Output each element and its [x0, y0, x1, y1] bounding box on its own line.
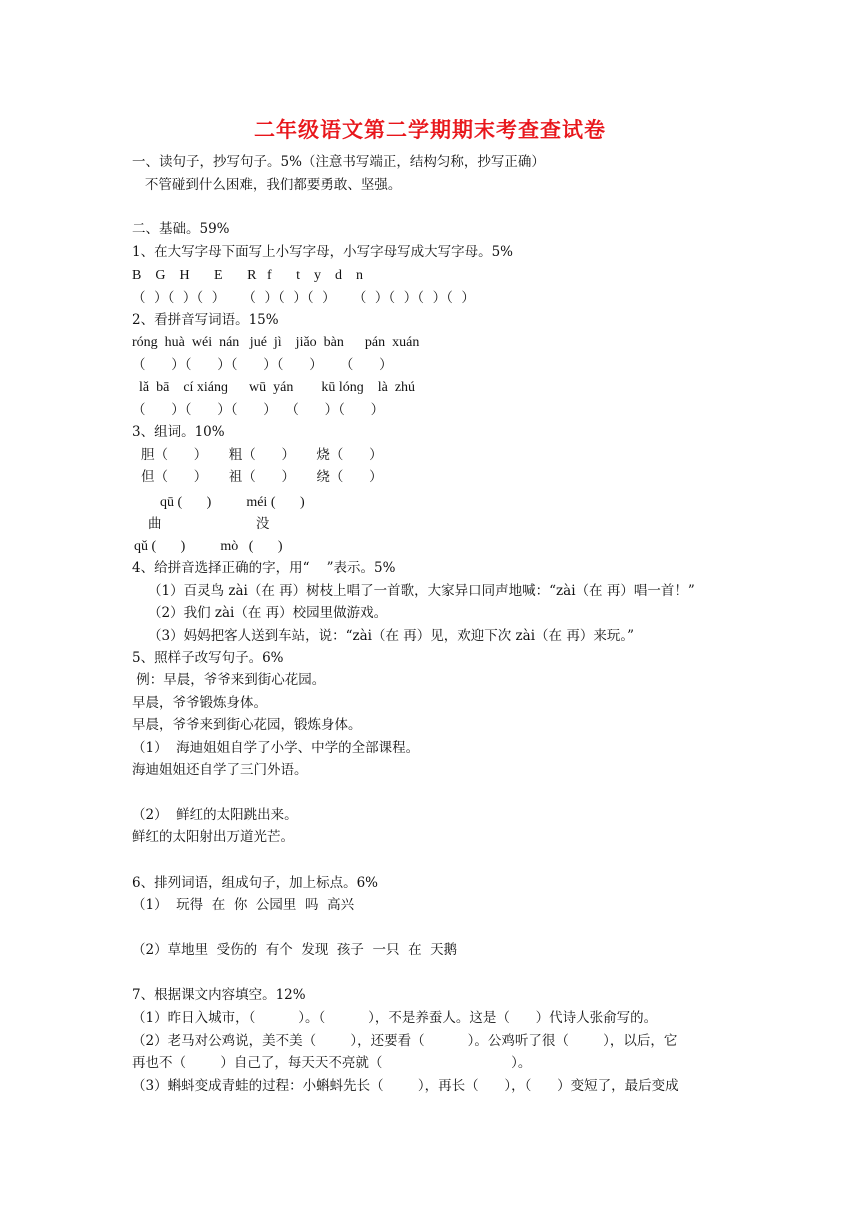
question-5-item-1-a: （1） 海迪姐姐自学了小学、中学的全部课程。 — [132, 740, 420, 756]
question-6-item-2: （2）草地里 受伤的 有个 发现 孩子 一只 在 天鹅 — [132, 942, 458, 958]
question-7-item-2: （2）老马对公鸡说，美不美（ ），还要看（ ）。公鸡听了很（ ），以后，它 — [132, 1033, 678, 1049]
question-5-item-2-a: （2） 鲜红的太阳跳出来。 — [132, 807, 298, 823]
example-line-1: 例：早晨，爷爷来到街心花园。 — [132, 672, 326, 688]
letters-row: B G H E R f t y d n — [132, 268, 363, 283]
example-line-2: 早晨，爷爷锻炼身体。 — [132, 695, 267, 711]
section-1-heading: 一、读句子，抄写句子。5%（注意书写端正，结构匀称，抄写正确） — [132, 154, 545, 170]
question-5-item-1-b: 海迪姐姐还自学了三门外语。 — [132, 762, 308, 778]
question-5-item-2-b: 鲜红的太阳射出万道光芒。 — [132, 829, 294, 845]
question-7-prompt: 7、根据课文内容填空。12% — [132, 987, 306, 1003]
question-6-prompt: 6、排列词语，组成句子，加上标点。6% — [132, 875, 379, 891]
question-4-item-2: （2）我们 zài（在 再）校园里做游戏。 — [148, 605, 388, 621]
polyphone-row-bottom: qǔ ( ) mò ( ) — [134, 539, 283, 554]
polyphone-row-top: qū ( ) méi ( ) — [160, 495, 305, 510]
word-group-row-2: 但（ ） 祖（ ） 绕（ ） — [141, 469, 383, 485]
exam-title: 二年级语文第二学期期末考查查试卷 — [254, 117, 606, 142]
question-7-item-3: （3）蝌蚪变成青蛙的过程：小蝌蚪先长（ ），再长（ ），（ ）变短了，最后变成 — [132, 1078, 679, 1094]
pinyin-row-2: lǎ bā cí xiánɡ wū yán kū lónɡ là zhú — [132, 380, 416, 395]
example-line-3: 早晨，爷爷来到街心花园，锻炼身体。 — [132, 717, 362, 733]
question-2-prompt: 2、看拼音写词语。15% — [132, 312, 279, 328]
question-4-prompt: 4、给拼音选择正确的字，用“ ”表示。5% — [132, 560, 396, 576]
polyphone-row-chars: 曲 没 — [148, 516, 270, 532]
letters-blanks-row: （ ）（ ）（ ） （ ）（ ）（ ） （ ）（ ）（ ）（ ） — [132, 290, 475, 306]
question-7-item-2-cont: 再也不（ ）自己了，每天天不亮就（ ）。 — [132, 1055, 532, 1071]
question-4-item-1: （1）百灵鸟 zài（在 再）树枝上唱了一首歌，大家异口同声地喊：“zài（在 再）唱一首！” — [148, 583, 695, 599]
question-5-prompt: 5、照样子改写句子。6% — [132, 650, 284, 666]
pinyin-blanks-row-1: （ ）（ ）（ ）（ ） （ ） — [132, 357, 393, 373]
pinyin-blanks-row-2: （ ）（ ）（ ） （ ）（ ） — [132, 402, 385, 418]
section-2-heading: 二、基础。59% — [132, 221, 230, 237]
word-group-row-1: 胆（ ） 粗（ ） 烧（ ） — [141, 447, 383, 463]
copy-sentence: 不管碰到什么困难，我们都要勇敢、坚强。 — [132, 177, 402, 193]
question-3-prompt: 3、组词。10% — [132, 424, 225, 440]
question-7-item-1: （1）昨日入城市，（ ）。（ ），不是养蚕人。这是（ ）代诗人张俞写的。 — [132, 1010, 658, 1026]
question-6-item-1: （1） 玩得 在 你 公园里 吗 高兴 — [132, 897, 355, 913]
question-1-prompt: 1、在大写字母下面写上小写字母，小写字母写成大写字母。5% — [132, 244, 514, 260]
pinyin-row-1: róng huà wéi nán jué jì jiǎo bàn pán xuán — [132, 335, 420, 350]
question-4-item-3: （3）妈妈把客人送到车站，说：“zài（在 再）见，欢迎下次 zài（在 再）来玩。” — [148, 628, 634, 644]
